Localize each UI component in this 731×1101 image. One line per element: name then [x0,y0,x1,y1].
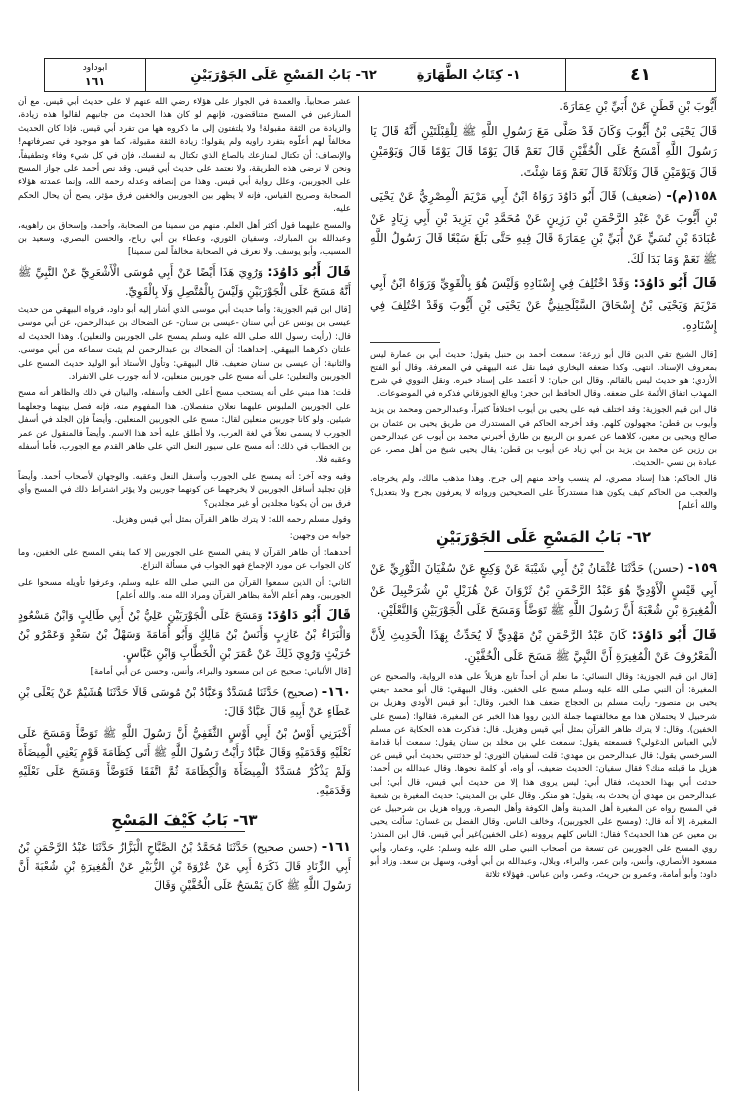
footnote: قلت: هذا مبني على أنه يستحب مسح أعلى الخف وأسفله، والبيان في ذلك والظاهر أنه مسح على الجوربين الملبوس عليهما نعلان منفصلان. هذا المفهوم منه، فإنه فصل بينهما وجعلهما شيئين. ولو كانا جوربين منعلين لقال: مسح على الجوربين المنعلين. وأيضاً فإن الجلد في أسفل الجورب لا يسمى نعلاً في لغة العرب، ولا أطلق عليه أحد هذا الاسم. وأيضاً فالمنقول عن عمر بن الخطاب في ذلك: أنه مسح على سيور النعل التي على ظاهر القدم مع الجورب، فأما أسفله وعقبه فلا. [18,388,351,466]
hadith-158 [370,186,717,269]
comment-body: وَقَدْ اخْتُلِفَ فِي إِسْنَادِهِ وَلَيْسَ هُوَ بِالْقَوِيِّ وَرَوَاهُ ابْنُ أَبِي مَرْيَمَ وَيَحْيَى بْنُ إِسْحَاقَ السَّيْلَحِينِيُّ عَنْ يَحْيَى بْنِ أَيُّوبَ وَقَدْ اخْتُلِفَ فِي إِسْنَادِهِ. [370,276,717,332]
hadith-body: (صحيح) حَدَّثَنَا مُسَدَّدٌ وَعَبَّادُ بْنُ مُوسَى قَالَا حَدَّثَنَا هُشَيْمٌ عَنْ يَعْلَى بْنِ عَطَاءٍ عَنْ أَبِيهِ قَالَ عَبَّادٌ قَالَ: [18,685,351,718]
hadith-text: أَخْبَرَنِي أَوْسُ بْنُ أَبِي أَوْسٍ الثَّقَفِيُّ أَنَّ رَسُولَ اللَّهِ ﷺ تَوَضَّأَ وَمَسَحَ عَلَى نَعْلَيْهِ وَقَدَمَيْهِ وَقَالَ عَبَّادٌ رَأَيْتُ رَسُولَ اللَّهِ ﷺ أَتَى كِظَامَةَ قَوْمٍ يَعْنِي الْمِيضَأَةَ وَلَمْ يَذْكُرْ مُسَدَّدٌ الْمِيضَأَةَ وَالْكِظَامَةَ ثُمَّ اتَّفَقَا فَتَوَضَّأَ وَمَسَحَ عَلَى نَعْلَيْهِ وَقَدَمَيْهِ. [18,726,351,797]
comment-body: كَانَ عَبْدُ الرَّحْمَنِ بْنُ مَهْدِيٍّ لَا يُحَدِّثُ بِهَذَا الْحَدِيثِ لِأَنَّ الْمَعْرُوفَ عَنْ الْمُغِيرَةِ أَنَّ النَّبِيَّ ﷺ مَسَحَ عَلَى الْخُفَّيْنِ. [370,627,717,664]
abu-dawud-label: قَالَ أَبُو دَاوُدَ: [267,608,351,624]
column-divider [358,96,359,1091]
corner-box [45,59,145,91]
corner-label: ابوداود [82,63,108,73]
corner-number: ١٦١ [84,75,106,88]
right-column [370,96,717,1091]
page-header [44,58,716,92]
comment-body: وَمَسَحَ عَلَى الْجَوْرَبَيْنِ عَلِيُّ بْنُ أَبِي طَالِبٍ وَابْنُ مَسْعُودٍ وَالْبَرَاءُ بْنُ عَازِبٍ وَأَنَسُ بْنُ مَالِكٍ وَأَبُو أُمَامَةَ وَسَهْلُ بْنُ سَعْدٍ وَعَمْرُو بْنُ حُرَيْثٍ وَرُوِيَ ذَلِكَ عَنْ عُمَرَ بْنِ الْخَطَّابِ وَابْنِ عَبَّاسٍ. [18,609,351,661]
chapter-heading: ٦٣- بَابُ كَيْفَ المَسْحِ [18,814,351,832]
hadith-text: قَالَ يَحْيَى بْنُ أَيُّوبَ وَكَانَ قَدْ صَلَّى مَعَ رَسُولِ اللَّهِ ﷺ لِلْقِبْلَتَيْنِ أَنَّهُ قَالَ يَا رَسُولَ اللَّهِ أَمْسَحُ عَلَى الْخُفَّيْنِ قَالَ نَعَمْ قَالَ يَوْمًا قَالَ يَوْمًا قَالَ وَيَوْمَيْنِ قَالَ وَيَوْمَيْنِ قَالَ وَثَلَاثَةً قَالَ نَعَمْ وَمَا شِئْتَ. [370,123,717,179]
hadith-160 [18,683,351,721]
running-title [145,59,565,91]
footnote: جوابه من وجهين: [289,531,351,542]
hadith-number: ١٥٩- [687,561,717,577]
footnote: عشر صحابياً. والعمدة في الجواز على هؤلاء رضي الله عنهم لا على حديث أبي قيس. مع أن المنازعين في المسح متناقضون، فإنهم لو كان هذا الحديث من جانبهم لقالوا هذه زيادة، والزيادة من الثقة مقبولة! ولا يلتفتون إلى ما ذكروه هها من تفرد أبي قيس. فإذا كان الحديث مخالفاً لهم أعلّوه بتفرد راويه ولم يقولوا: زيادة الثقة مقبولة، كما هو موجود في تصرفاتهم! والإنصاف: أن تكتال لمنازعك بالصاع الذي تكتال به لنفسك، فإن في كل شيء وفاء وتطفيفاً، ونحن لا نرضى هذه الطريقة، ولا نعتمد على حديث أبي قيس. وقد نص أحمد على جواز المسح على الجوربين، وعلل رواية أبي قيس. وهذا من إنصافه وعدله رحمه الله، وإنما عمدته هؤلاء الصحابة وصريح القياس، فإنه لا يظهر بين الجوربين والخفين فرق مؤثر، يصح أن يحال الحكم عليه. [18,97,351,215]
abu-dawud-label: قَالَ أَبُو دَاوُدَ: [631,627,717,643]
left-column [18,96,351,1091]
hadith-159 [370,558,717,621]
book-title: ١- كِتَابُ الطَّهَارَةِ [416,67,521,83]
footnote: [قال ابن قيم الجوزية: وقال النسائي: ما نعلم أن أحداً تابع هزيلاً على هذه الرواية، والصحيح عن المغيرة: أن النبي صلى الله عليه وسلم مسح على الخفين. وقال البيهقي: قال أبو محمد -يعني يحيى بن منصور- رأيت مسلم بن الحجاج ضعف هذا الخبر، وقال: أبو قيس الأودي وهزيل بن شرحبيل لا يحتملان هذا مع مخالفتهما جملة الذين رووا هذا الخبر عن المغيرة، فقالوا: (مسح على الخفين). وقال: لا يترك ظاهر القرآن بمثل أبي قيس وهزيل. قال: فذكرت هذه الحكاية عن مسلم لأبي العباس الدغولي؟ فسمعته يقول: سمعت علي بن مخلد بن سنان يقول: سمعت أبا قدامة السرخسي يقول: قال عبدالرحمن بن مهدي: قلت لسفيان الثوري: لو حدثتني بحديث أبي قيس عن هزيل ما قبلته منك؟ فقال سفيان: الحديث ضعيف، أو واه، أو كلمة نحوها. وقال عبدالله بن أحمد: حدثت أبي بهذا الحديث، فقال أبي: ليس يروى هذا إلا من حديث أبي قيس، قال أبي: أبى عبدالرحمن بن مهدي أن يحدث به، يقول: هو منكر. وقال علي بن المديني: حديث المغيرة بن شعبة في المسح رواه عن المغيرة أهل المدينة وأهل الكوفة وأهل البصرة، ورواه هزيل بن شرحبيل عن المغيرة، إلا أنه قال: (ومسح على الجوربين)، وخالف الناس. وقال الفضل بن غسان: سألت يحيى بن معين عن هذا الحديث؟ فقال: الناس كلهم يروونه (على الخفين)غير أبي قيس. قال ابن المنذر: روي المسح على الجوربين عن تسعة من أصحاب النبي صلى الله عليه وسلم: علي، وعمار، وأبي مسعود الأنصاري، وأنس، وابن عمر، والبراء، وبلال، وعبدالله بن أبي أوفى، وسهل بن سعد. وزاد أبو داود: وأبو أمامة، وعمرو بن حريث، وعمر، وابن عباس. فهؤلاء ثلاثة [370,671,717,880]
abu-dawud-label: قَالَ أَبُو دَاوُدَ: [267,264,351,280]
hadith-body: (حسن صحيح) حَدَّثَنَا مُحَمَّدُ بْنُ الصَّبَّاحِ الْبَزَّازُ حَدَّثَنَا عَبْدُ الرَّحْمَنِ بْنُ أَبِي الزِّنَادِ قَالَ ذَكَرَهُ أَبِي عَنْ عُرْوَةَ بْنِ الزُّبَيْرِ عَنْ الْمُغِيرَةِ بْنِ شُعْبَةَ أَنَّ رَسُولَ اللَّهِ ﷺ كَانَ يَمْسَحُ عَلَى الْخُفَّيْنِ وَقَالَ [18,841,351,893]
footnote: قال الحاكم: هذا إسناد مصري، لم ينسب واحد منهم إلى جرح. وهذا مذهب مالك، ولم يخرجاه. والعجب من الحاكم كيف يكون هذا مستدركاً على الصحيحين ورواته لا يعرفون بجرح ولا بتعديل؟ والله أعلم] [370,474,717,511]
footnote: قال ابن قيم الجوزية: وقد اختلف فيه على يحيى بن أيوب اختلافاً كثيراً، وعبدالرحمن ومحمد بن يزيد وأيوب بن قطن: مجهولون كلهم. وقد أخرجه الحاكم في المستدرك من طريق يحيى بن عثمان بن صالح ويحيى بن معين، كلاهما عن عمرو بن الربيع بن طارق أخبرني محمد بن أيوب عن عبدالرحمن بن رزين عن محمد بن يزيد بن أبي زياد عن أيوب بن قطن: يقال يحيى شيخ من أهل مصر، عن عبادة بن نسي -الحديث. [370,405,717,469]
hadith-161 [18,838,351,895]
footnote: [قال الشيخ تقي الدين قال أبو زرعة: سمعت أحمد بن حنبل يقول: حديث أبي بن عمارة ليس بمعروف الإسناد. انتهى. وكذا ضعفه البخاري فيما نقل عنه البيهقي في المعرفة. وقال أبو الفتح الأزدي: هو حديث ليس بالقائم. وقال ابن حبان: لا أعتمد على إسناد خبره. ونقل النووي في شرح المهذب اتفاق الأئمة على ضعفه. وقال الحافظ ابن حجر: وبالغ الجوزقاني فذكره في الموضوعات. [370,349,717,400]
divider [370,342,440,343]
abu-dawud-label: قَالَ أَبُو دَاوُدَ: [633,276,717,291]
hadith-text: أَيُّوبَ بْنِ قَطَنٍ عَنْ أُبَيِّ بْنِ عِمَارَةَ. [559,99,717,113]
page-number: ٤١ [565,59,715,91]
chapter-title: ٦٢- بَابُ المَسْحِ عَلَى الجَوْرَبَيْنِ [190,67,377,83]
chapter-heading: ٦٢- بَابُ المَسْحِ عَلَى الجَوْرَبَيْنِ [370,527,717,553]
abu-dawud-comment [370,273,717,336]
footnote: أحدهما: أن ظاهر القرآن لا ينفي المسح على الجوربين إلا كما ينفي المسح على الخفين، وما كان الجواب عن مورد الإجماع فهو الجواب في مسألة النزاع. [18,547,351,572]
abu-dawud-comment [18,606,351,663]
comment-body: وَرُوِيَ هَذَا أَيْضًا عَنْ أَبِي مُوسَى الْأَشْعَرِيِّ عَنْ النَّبِيِّ ﷺ أَنَّهُ مَسَحَ عَلَى الْجَوْرَبَيْنِ وَلَيْسَ بِالْمُتَّصِلِ وَلَا بِالْقَوِيِّ. [18,265,351,298]
abu-dawud-comment [18,263,351,301]
abu-dawud-comment [370,625,717,667]
hadith-number: ١٥٨(م)- [666,189,717,204]
footnote: الثاني: أن الذين سمعوا القرآن من النبي صلى الله عليه وسلم، وعرفوا تأويله مسحوا على الجوربين، وهم أعلم الأمة بظاهر القرآن ومراد الله منه. والله أعلم] [18,577,351,601]
grading-note: [قال الألباني: صحيح عن ابن مسعود والبراء، وأنس، وحسن عن أبي أمامة] [90,667,351,678]
hadith-body: (ضعيف) قَالَ أَبُو دَاوُدَ رَوَاهُ ابْنُ أَبِي مَرْيَمَ الْمِصْرِيُّ عَنْ يَحْيَى بْنِ أَيُّوبَ عَنْ عَبْدِ الرَّحْمَنِ بْنِ رَزِينٍ عَنْ مُحَمَّدِ بْنِ يَزِيدَ بْنِ أَبِي زِيَادٍ عَنْ عُبَادَةَ بْنِ نُسَيٍّ عَنْ أُبَيِّ بْنِ عِمَارَةَ قَالَ فِيهِ حَتَّى بَلَغَ سَبْعًا قَالَ رَسُولُ اللَّهِ ﷺ نَعَمْ وَمَا بَدَا لَكَ. [370,189,717,266]
footnote: وقول مسلم رحمه الله: لا يترك ظاهر القرآن بمثل أبي قيس وهزيل. [112,514,351,525]
footnote: والمسح عليهما قول أكثر أهل العلم. منهم من سمينا من الصحابة، وأحمد، وإسحاق بن راهويه، وعبدالله بن المبارك، وسفيان الثوري، وعطاء بن أبي رباح، والحسن البصري، وسعيد بن المسيب، وأبو يوسف. ولا نعرف في الصحابة مخالفاً لمن سمينا] [18,220,351,258]
footnote: وفيه وجه آخر: أنه يمسح على الجورب وأسفل النعل وعقبه. والوجهان لأصحاب أحمد. وأيضاً فإن تجليد أسافل الجوربين لا يخرجهما عن كونهما جوربين ولا يؤثر اشتراط ذلك في المسح وأي فرق بين أن يكونا مجلدين أو غير مجلدين؟ [18,471,351,509]
hadith-body: (حسن) حَدَّثَنَا عُثْمَانُ بْنُ أَبِي شَيْبَةَ عَنْ وَكِيعٍ عَنْ سُفْيَانَ الثَّوْرِيِّ عَنْ أَبِي قَيْسٍ الْأَوْدِيِّ هُوَ عَبْدُ الرَّحْمَنِ بْنُ ثَرْوَانَ عَنْ هُزَيْلِ بْنِ شُرَحْبِيلَ عَنْ الْمُغِيرَةِ بْنِ شُعْبَةَ أَنَّ رَسُولَ اللَّهِ ﷺ تَوَضَّأَ وَمَسَحَ عَلَى الْجَوْرَبَيْنِ وَالنَّعْلَيْنِ. [370,561,717,618]
hadith-number: ١٦١- [321,840,351,856]
hadith-number: ١٦٠- [321,684,351,700]
footnote: [قال ابن قيم الجوزية: وأما حديث أبي موسى الذي أشار إليه أبو داود، فرواه البيهقي من حديث عيسى بن يونس عن أبي سنان -عيسى بن سنان- عن الضحاك بن عبدالرحمن، عن أبي موسى قال: (رأيت رسول الله صلى الله عليه وسلم يمسح على الجوربين والنعلين). وهذا الحديث له علتان ذكرهما البيهقي. إحداهما: أن الضحاك بن عبدالرحمن لم يثبت سماعه من أبي موسى. والثانية: أن عيسى بن سنان ضعيف. قال البيهقي: وتأول الأستاذ أبو الوليد حديث المسح على الجوربين والنعلين: على أنه مسح على جوربين منعلين، لا أنه جورب على الانفراد. [18,304,351,382]
